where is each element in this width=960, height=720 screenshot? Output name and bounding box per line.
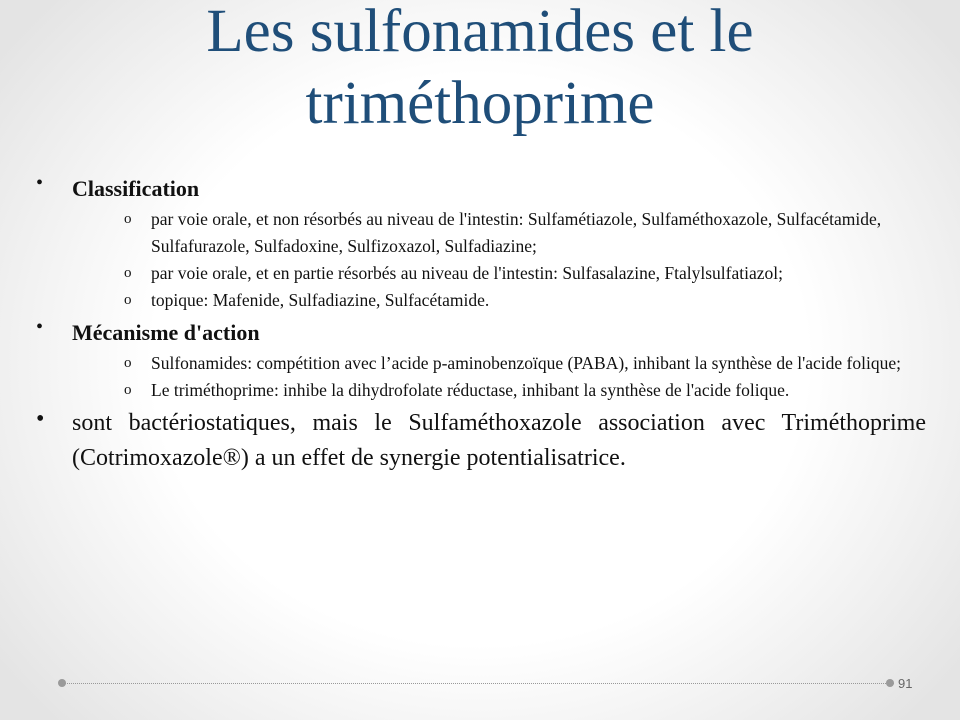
bullet-icon: • bbox=[36, 316, 44, 338]
list-item bbox=[72, 287, 926, 314]
circle-bullet-icon: o bbox=[124, 382, 132, 398]
footer-dot-right bbox=[886, 679, 894, 687]
section-mecanisme bbox=[36, 316, 926, 404]
bullet-icon: • bbox=[36, 406, 45, 432]
slide-body bbox=[36, 172, 926, 476]
bullet-icon: • bbox=[36, 172, 44, 194]
circle-bullet-icon: o bbox=[124, 292, 132, 308]
list-item-text: par voie orale, et non résorbés au niveau de l'intestin: Sulfamétiazole, Sulfaméthoxazole, Sulfacétamide, Sulfafurazole, Sulfadoxine, Sulfizoxazol, Sulfadiazine; bbox=[151, 209, 882, 256]
circle-bullet-icon: o bbox=[124, 211, 132, 227]
final-point bbox=[36, 406, 926, 476]
list-item-text: Le triméthoprime: inhibe la dihydrofolate réductase, inhibant la synthèse de l'acide folique. bbox=[151, 380, 790, 400]
circle-bullet-icon: o bbox=[124, 265, 132, 281]
sub-list bbox=[72, 350, 926, 404]
footer-divider bbox=[64, 683, 894, 684]
list-item-text: topique: Mafenide, Sulfadiazine, Sulfacétamide. bbox=[151, 290, 490, 310]
section-heading: Mécanisme d'action bbox=[72, 320, 260, 345]
list-item bbox=[72, 350, 926, 377]
page-number: 91 bbox=[898, 676, 913, 691]
section-classification bbox=[36, 172, 926, 314]
final-point-text: sont bactériostatiques, mais le Sulfaméthoxazole association avec Triméthoprime (Cotrimoxazole®) a un effet de synergie potentialisatrice. bbox=[72, 410, 926, 471]
list-item bbox=[72, 206, 926, 260]
footer-dot-left bbox=[58, 679, 66, 687]
list-item-text: par voie orale, et en partie résorbés au niveau de l'intestin: Sulfasalazine, Ftalylsulfatiazol; bbox=[151, 263, 783, 283]
slide-title: Les sulfonamides et le triméthoprime bbox=[206, 0, 754, 137]
list-item bbox=[72, 260, 926, 287]
circle-bullet-icon: o bbox=[124, 355, 132, 371]
list-item-text: Sulfonamides: compétition avec l’acide p-aminobenzoïque (PABA), inhibant la synthèse de l'acide folique; bbox=[151, 353, 901, 373]
list-item bbox=[72, 377, 926, 404]
sub-list bbox=[72, 206, 926, 314]
section-heading: Classification bbox=[72, 176, 200, 201]
